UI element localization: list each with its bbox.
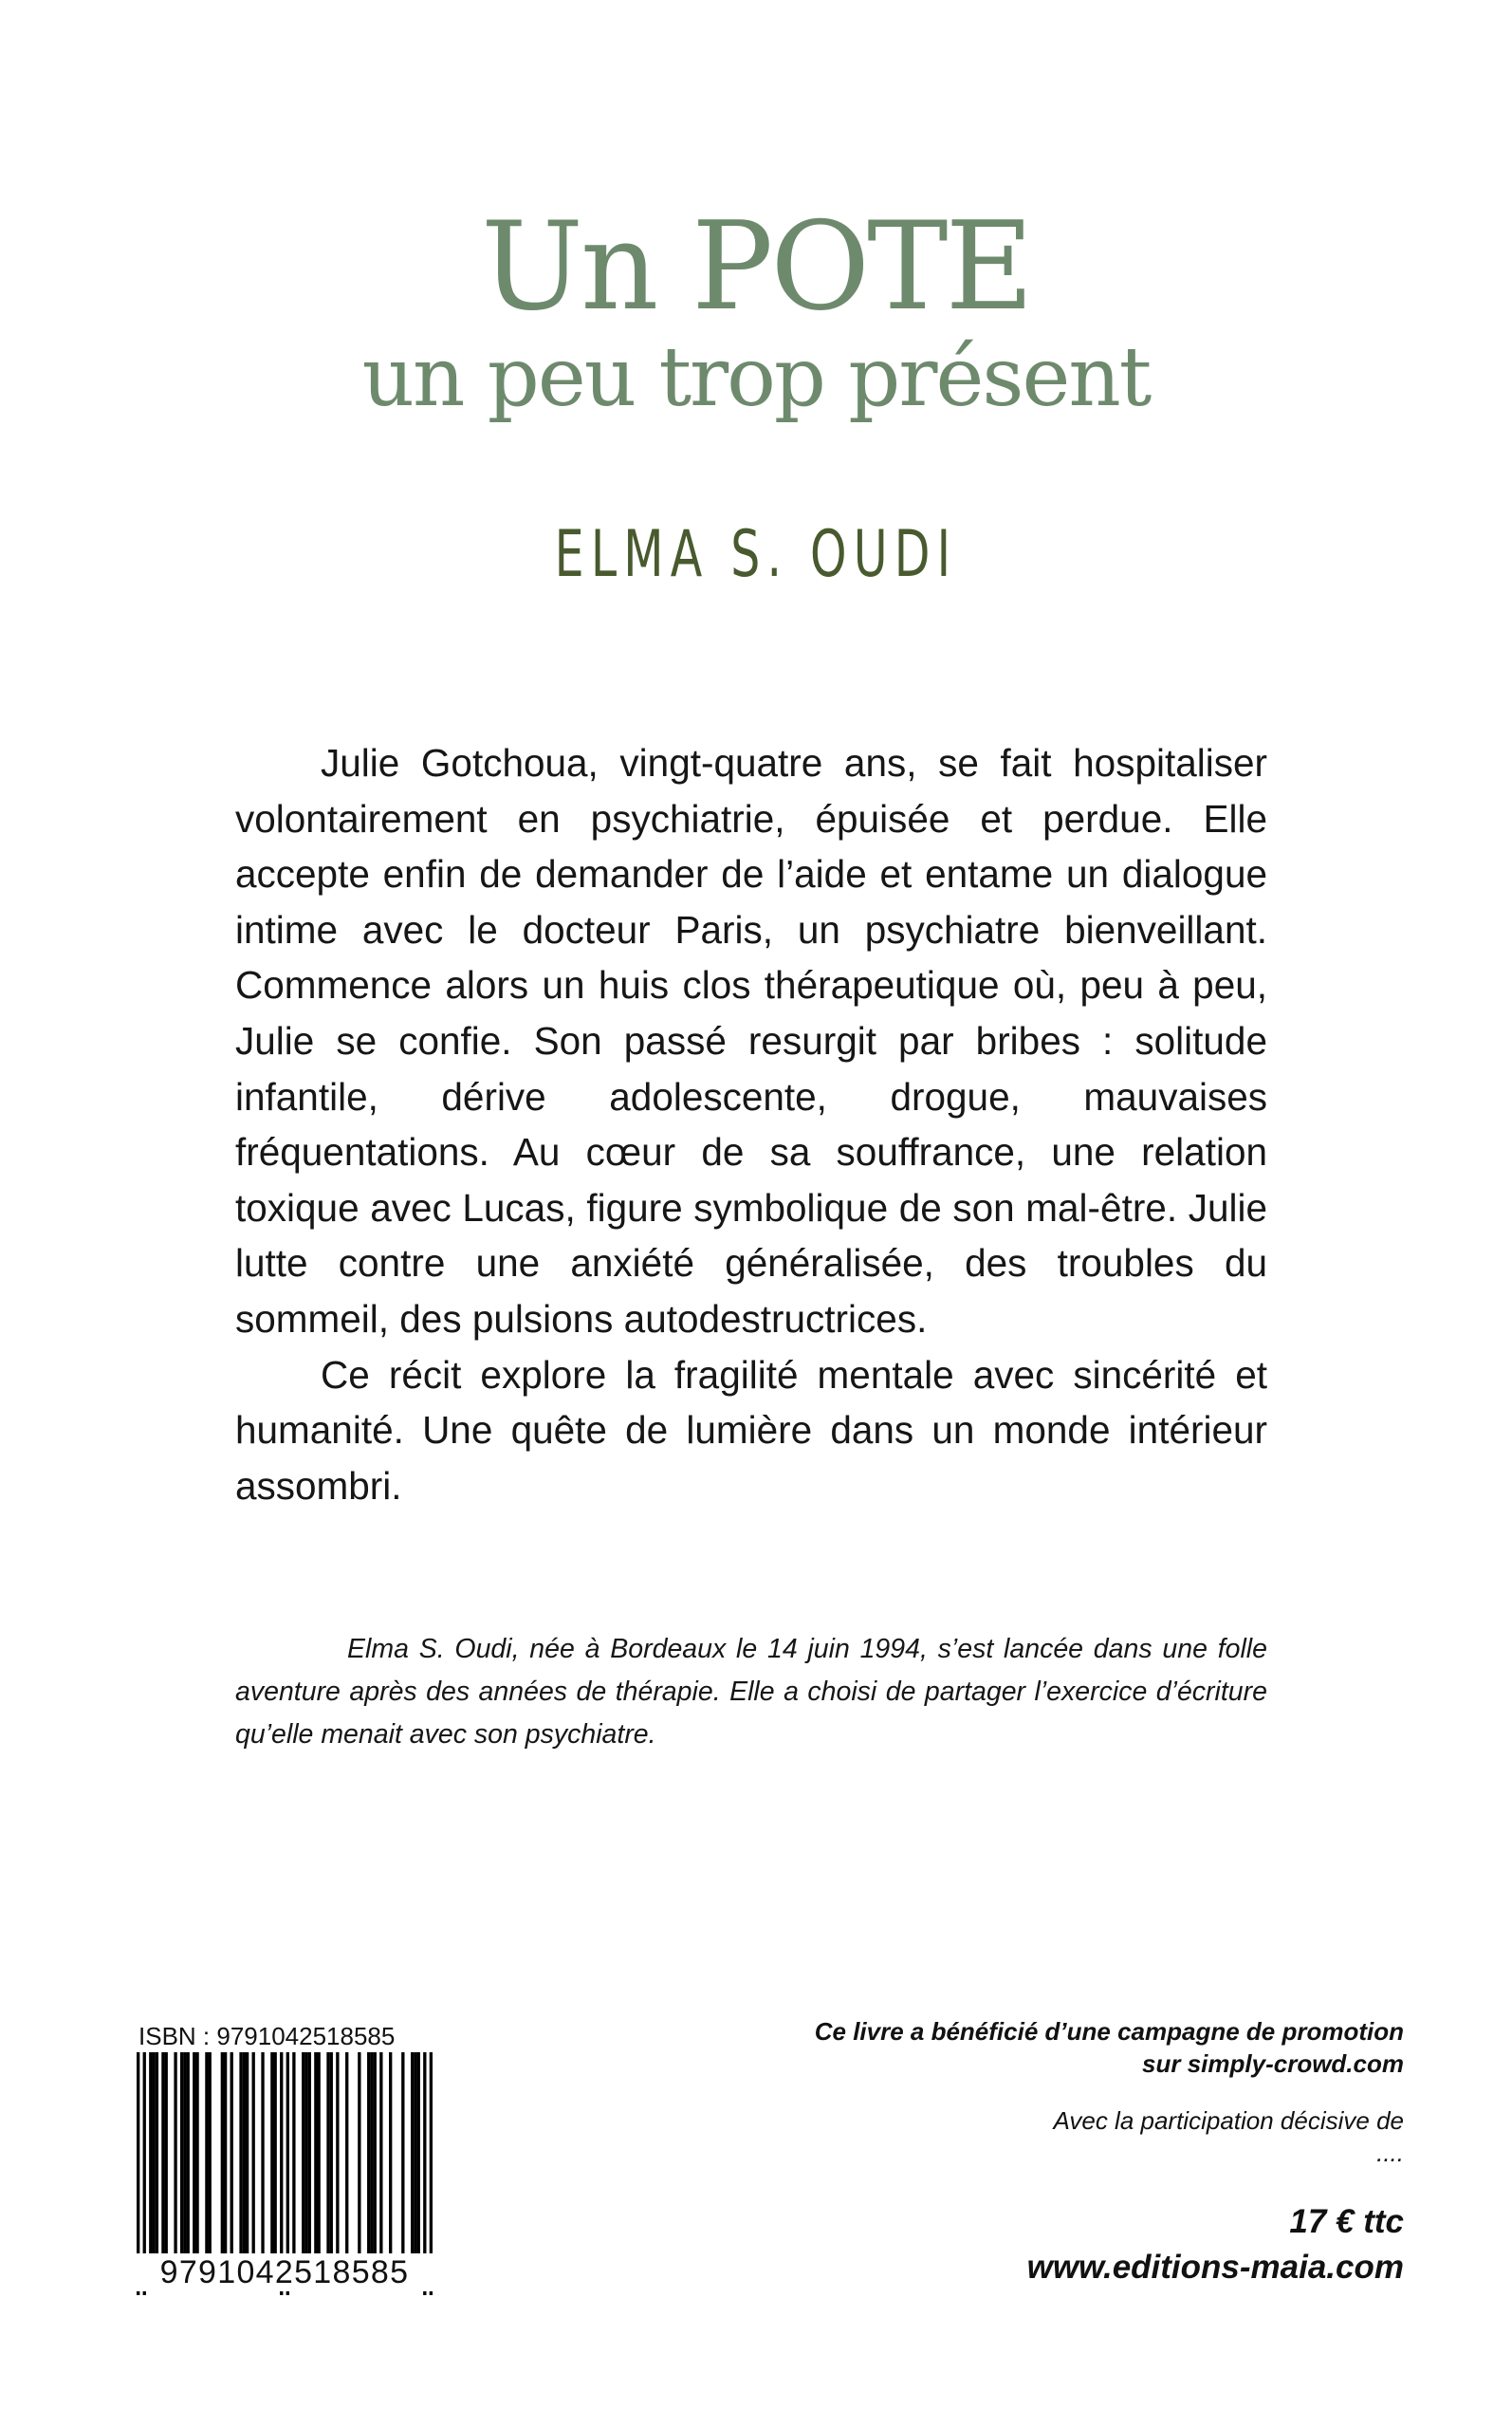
back-cover-blurb <box>235 735 1267 1513</box>
barcode-bar <box>317 2052 320 2255</box>
book-subtitle: un peu trop présent <box>361 330 1151 425</box>
barcode-bar <box>209 2052 212 2255</box>
barcode-bar <box>358 2052 360 2255</box>
barcode-bar <box>246 2052 249 2255</box>
barcode-bar <box>414 2052 416 2255</box>
barcode-bar <box>183 2052 186 2255</box>
barcode-bar <box>345 2052 348 2255</box>
barcode-bar <box>221 2052 224 2255</box>
barcode-bar <box>224 2052 227 2255</box>
barcode-bar <box>401 2052 404 2255</box>
author-name: ELMA S. OUDI <box>554 517 958 592</box>
partner-ellipsis: .... <box>1376 2139 1404 2167</box>
barcode-bar <box>161 2052 164 2255</box>
barcode-bar <box>292 2052 295 2255</box>
barcode-bar <box>367 2052 370 2255</box>
partner-note <box>740 2104 1404 2169</box>
promotion-link-text: sur simply-crowd.com <box>1142 2049 1404 2078</box>
barcode-bar <box>274 2052 277 2255</box>
barcode-bar <box>187 2052 190 2255</box>
barcode-bar <box>308 2052 311 2255</box>
promotion-line: Ce livre a bénéficié d’une campagne de promotion <box>814 2017 1404 2046</box>
barcode-bar <box>195 2052 198 2255</box>
barcode-bar <box>156 2052 158 2255</box>
barcode-bar <box>165 2052 168 2255</box>
barcode-bar <box>370 2052 373 2255</box>
isbn-label: ISBN : 9791042518585 <box>138 2022 396 2050</box>
barcode-bar <box>314 2052 317 2255</box>
barcode-bar <box>243 2052 246 2255</box>
author-bio-text: Elma S. Oudi, née à Bordeaux le 14 juin 1994, s’est lancée dans une folle aventure après des années de thérapie. Elle a choisi de partager l’exercice d’écriture qu’elle menait avec son psychiatre. <box>235 1634 1267 1750</box>
price: 17 € ttc <box>1289 2203 1404 2240</box>
barcode-bar <box>252 2052 255 2255</box>
barcode-bar <box>330 2052 333 2255</box>
barcode-bar <box>193 2052 195 2255</box>
book-title: Un POTE <box>481 196 1031 338</box>
blurb-paragraph: Julie Gotchoua, vingt-quatre ans, se fait hospitaliser volontairement en psychiatrie, épuisée et perdue. Elle accepte enfin de demander de l’aide et entame un dialogue intime avec le docteur Paris, un psychiatre bienveillant. Commence alors un huis clos thérapeutique où, peu à peu, Julie se confie. Son passé resurgit par bribes : solitude infantile, dérive adolescente, drogue, mauvaises fréquentations. Au cœur de sa souffrance, une relation toxique avec Lucas, figure symbolique de son mal-être. Julie lutte contre une anxiété généralisée, des troubles du sommeil, des pulsions autodestructrices. <box>235 741 1267 1341</box>
barcode-bar <box>379 2052 382 2255</box>
barcode-bar <box>180 2052 183 2255</box>
barcode-bar <box>239 2052 242 2255</box>
barcode-bar <box>261 2052 264 2255</box>
barcode-digits: 9791042518585 <box>137 2253 433 2291</box>
barcode-bar <box>326 2052 329 2255</box>
partner-line: Avec la participation décisive de <box>1053 2106 1404 2135</box>
promotion-note <box>740 2015 1404 2080</box>
barcode-bar <box>205 2052 208 2255</box>
barcode-bar <box>152 2052 155 2255</box>
blurb-paragraph: Ce récit explore la fragilité mentale avec sincérité et humanité. Une quête de lumière dans un monde intérieur assombri. <box>235 1352 1267 1508</box>
author-bio <box>235 1628 1267 1756</box>
barcode-bar <box>336 2052 339 2255</box>
barcode-bar <box>270 2052 273 2255</box>
barcode-bar <box>374 2052 377 2255</box>
barcode-bar <box>149 2052 152 2255</box>
barcode-bar <box>230 2052 233 2255</box>
barcode-bar <box>417 2052 420 2255</box>
barcode-bar <box>411 2052 414 2255</box>
barcode-bar <box>304 2052 307 2255</box>
barcode-bar <box>389 2052 392 2255</box>
publisher-website: www.editions-maia.com <box>1026 2249 1404 2286</box>
barcode-bar <box>302 2052 304 2255</box>
barcode-bar <box>174 2052 176 2255</box>
